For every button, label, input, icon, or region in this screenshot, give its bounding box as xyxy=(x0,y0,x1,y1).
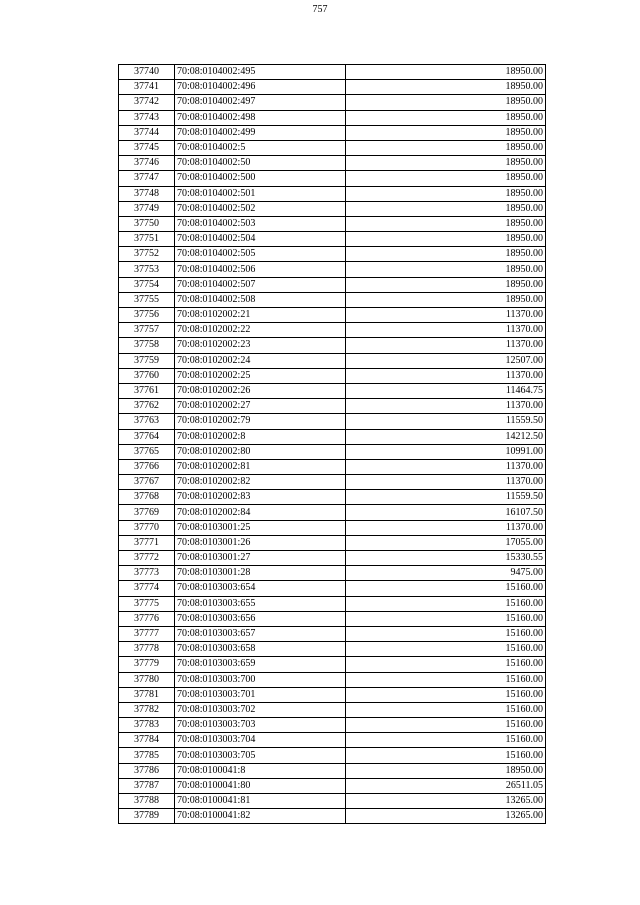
cadastral-number: 70:08:0103003:700 xyxy=(175,672,346,687)
cadastral-value: 11370.00 xyxy=(346,368,546,383)
cadastral-number: 70:08:0104002:504 xyxy=(175,232,346,247)
row-number: 37762 xyxy=(119,399,175,414)
row-number: 37765 xyxy=(119,444,175,459)
cadastral-value: 15160.00 xyxy=(346,687,546,702)
cadastral-value: 10991.00 xyxy=(346,444,546,459)
cadastral-value: 18950.00 xyxy=(346,247,546,262)
cadastral-value: 18950.00 xyxy=(346,186,546,201)
table-row xyxy=(119,778,546,793)
cadastral-value: 15160.00 xyxy=(346,718,546,733)
cadastral-value: 15160.00 xyxy=(346,626,546,641)
row-number: 37761 xyxy=(119,383,175,398)
cadastral-number: 70:08:0104002:496 xyxy=(175,80,346,95)
cadastral-value: 18950.00 xyxy=(346,216,546,231)
table-row xyxy=(119,323,546,338)
table-row xyxy=(119,216,546,231)
cadastral-value: 18950.00 xyxy=(346,171,546,186)
table-row xyxy=(119,201,546,216)
cadastral-value: 18950.00 xyxy=(346,95,546,110)
cadastral-number: 70:08:0102002:27 xyxy=(175,399,346,414)
page-number: 757 xyxy=(312,4,328,15)
table-row xyxy=(119,611,546,626)
cadastral-number: 70:08:0102002:8 xyxy=(175,429,346,444)
row-number: 37786 xyxy=(119,763,175,778)
cadastral-number: 70:08:0100041:81 xyxy=(175,794,346,809)
cadastral-value: 18950.00 xyxy=(346,80,546,95)
cadastral-value: 16107.50 xyxy=(346,505,546,520)
cadastral-value: 11370.00 xyxy=(346,323,546,338)
table-row xyxy=(119,414,546,429)
cadastral-number: 70:08:0104002:50 xyxy=(175,156,346,171)
table-row xyxy=(119,171,546,186)
cadastral-number: 70:08:0103001:27 xyxy=(175,551,346,566)
row-number: 37767 xyxy=(119,475,175,490)
table-row xyxy=(119,338,546,353)
table-row xyxy=(119,490,546,505)
row-number: 37758 xyxy=(119,338,175,353)
table-row xyxy=(119,110,546,125)
cadastral-value: 11370.00 xyxy=(346,308,546,323)
table-row xyxy=(119,475,546,490)
table-row xyxy=(119,95,546,110)
cadastral-value: 15160.00 xyxy=(346,702,546,717)
cadastral-value: 17055.00 xyxy=(346,535,546,550)
row-number: 37753 xyxy=(119,262,175,277)
cadastral-number: 70:08:0102002:80 xyxy=(175,444,346,459)
cadastral-number: 70:08:0104002:506 xyxy=(175,262,346,277)
cadastral-value: 18950.00 xyxy=(346,763,546,778)
cadastral-value: 15160.00 xyxy=(346,748,546,763)
row-number: 37750 xyxy=(119,216,175,231)
row-number: 37776 xyxy=(119,611,175,626)
cadastral-value: 15160.00 xyxy=(346,596,546,611)
table-row xyxy=(119,444,546,459)
table-body xyxy=(119,65,546,824)
cadastral-number: 70:08:0104002:502 xyxy=(175,201,346,216)
row-number: 37740 xyxy=(119,65,175,80)
row-number: 37777 xyxy=(119,626,175,641)
cadastral-number: 70:08:0103003:704 xyxy=(175,733,346,748)
row-number: 37788 xyxy=(119,794,175,809)
cadastral-number: 70:08:0100041:80 xyxy=(175,778,346,793)
table-row xyxy=(119,429,546,444)
table-row xyxy=(119,763,546,778)
table-row xyxy=(119,551,546,566)
table-row xyxy=(119,581,546,596)
row-number: 37743 xyxy=(119,110,175,125)
row-number: 37746 xyxy=(119,156,175,171)
cadastral-number: 70:08:0104002:499 xyxy=(175,125,346,140)
row-number: 37751 xyxy=(119,232,175,247)
table-row xyxy=(119,277,546,292)
cadastral-value: 15330.55 xyxy=(346,551,546,566)
table-row xyxy=(119,809,546,824)
row-number: 37775 xyxy=(119,596,175,611)
cadastral-number: 70:08:0103003:659 xyxy=(175,657,346,672)
cadastral-number: 70:08:0102002:84 xyxy=(175,505,346,520)
row-number: 37755 xyxy=(119,292,175,307)
table-row xyxy=(119,626,546,641)
cadastral-value: 11559.50 xyxy=(346,414,546,429)
row-number: 37784 xyxy=(119,733,175,748)
cadastral-number: 70:08:0104002:508 xyxy=(175,292,346,307)
row-number: 37785 xyxy=(119,748,175,763)
row-number: 37745 xyxy=(119,140,175,155)
table-row xyxy=(119,308,546,323)
cadastral-number: 70:08:0104002:5 xyxy=(175,140,346,155)
row-number: 37752 xyxy=(119,247,175,262)
cadastral-value: 26511.05 xyxy=(346,778,546,793)
row-number: 37780 xyxy=(119,672,175,687)
cadastral-number: 70:08:0104002:498 xyxy=(175,110,346,125)
table-row xyxy=(119,672,546,687)
cadastral-value: 18950.00 xyxy=(346,140,546,155)
table-row xyxy=(119,642,546,657)
table-row xyxy=(119,232,546,247)
cadastral-number: 70:08:0102002:25 xyxy=(175,368,346,383)
cadastral-value: 11370.00 xyxy=(346,338,546,353)
row-number: 37779 xyxy=(119,657,175,672)
cadastral-number: 70:08:0102002:26 xyxy=(175,383,346,398)
cadastral-value: 11370.00 xyxy=(346,399,546,414)
cadastral-value: 15160.00 xyxy=(346,581,546,596)
cadastral-value: 18950.00 xyxy=(346,201,546,216)
cadastral-number: 70:08:0104002:497 xyxy=(175,95,346,110)
cadastral-number: 70:08:0103003:655 xyxy=(175,596,346,611)
table-row xyxy=(119,535,546,550)
table-row xyxy=(119,186,546,201)
table-row xyxy=(119,718,546,733)
table-row xyxy=(119,353,546,368)
cadastral-value: 15160.00 xyxy=(346,611,546,626)
row-number: 37744 xyxy=(119,125,175,140)
table-row xyxy=(119,65,546,80)
cadastral-number: 70:08:0102002:24 xyxy=(175,353,346,368)
cadastral-number: 70:08:0104002:507 xyxy=(175,277,346,292)
cadastral-number: 70:08:0104002:501 xyxy=(175,186,346,201)
cadastral-value-table xyxy=(118,64,546,824)
row-number: 37771 xyxy=(119,535,175,550)
cadastral-value: 11370.00 xyxy=(346,459,546,474)
cadastral-number: 70:08:0103003:701 xyxy=(175,687,346,702)
table-row xyxy=(119,368,546,383)
row-number: 37760 xyxy=(119,368,175,383)
row-number: 37789 xyxy=(119,809,175,824)
row-number: 37763 xyxy=(119,414,175,429)
cadastral-value: 13265.00 xyxy=(346,809,546,824)
cadastral-number: 70:08:0103003:703 xyxy=(175,718,346,733)
cadastral-number: 70:08:0103001:25 xyxy=(175,520,346,535)
cadastral-number: 70:08:0102002:81 xyxy=(175,459,346,474)
cadastral-number: 70:08:0103003:656 xyxy=(175,611,346,626)
table-row xyxy=(119,702,546,717)
cadastral-number: 70:08:0103001:26 xyxy=(175,535,346,550)
table-row xyxy=(119,687,546,702)
row-number: 37769 xyxy=(119,505,175,520)
cadastral-number: 70:08:0104002:503 xyxy=(175,216,346,231)
cadastral-number: 70:08:0103003:657 xyxy=(175,626,346,641)
cadastral-value: 13265.00 xyxy=(346,794,546,809)
row-number: 37768 xyxy=(119,490,175,505)
cadastral-value: 18950.00 xyxy=(346,262,546,277)
row-number: 37756 xyxy=(119,308,175,323)
cadastral-value: 18950.00 xyxy=(346,156,546,171)
cadastral-number: 70:08:0102002:82 xyxy=(175,475,346,490)
cadastral-value: 9475.00 xyxy=(346,566,546,581)
table-row xyxy=(119,520,546,535)
cadastral-number: 70:08:0100041:8 xyxy=(175,763,346,778)
row-number: 37754 xyxy=(119,277,175,292)
cadastral-value: 18950.00 xyxy=(346,65,546,80)
table-row xyxy=(119,459,546,474)
cadastral-number: 70:08:0102002:79 xyxy=(175,414,346,429)
table-row xyxy=(119,383,546,398)
cadastral-value: 11370.00 xyxy=(346,520,546,535)
table-row xyxy=(119,399,546,414)
cadastral-value: 11464.75 xyxy=(346,383,546,398)
table-row xyxy=(119,125,546,140)
table-row xyxy=(119,505,546,520)
cadastral-value: 18950.00 xyxy=(346,292,546,307)
row-number: 37766 xyxy=(119,459,175,474)
cadastral-number: 70:08:0104002:505 xyxy=(175,247,346,262)
cadastral-value: 18950.00 xyxy=(346,125,546,140)
cadastral-number: 70:08:0100041:82 xyxy=(175,809,346,824)
cadastral-value: 18950.00 xyxy=(346,232,546,247)
cadastral-number: 70:08:0104002:500 xyxy=(175,171,346,186)
cadastral-value: 15160.00 xyxy=(346,657,546,672)
row-number: 37774 xyxy=(119,581,175,596)
cadastral-number: 70:08:0102002:21 xyxy=(175,308,346,323)
cadastral-value: 11370.00 xyxy=(346,475,546,490)
row-number: 37782 xyxy=(119,702,175,717)
cadastral-value: 15160.00 xyxy=(346,733,546,748)
cadastral-value: 11559.50 xyxy=(346,490,546,505)
table-row xyxy=(119,156,546,171)
cadastral-number: 70:08:0103001:28 xyxy=(175,566,346,581)
row-number: 37747 xyxy=(119,171,175,186)
table-row xyxy=(119,80,546,95)
table-row xyxy=(119,247,546,262)
cadastral-number: 70:08:0103003:654 xyxy=(175,581,346,596)
cadastral-number: 70:08:0104002:495 xyxy=(175,65,346,80)
row-number: 37781 xyxy=(119,687,175,702)
table-row xyxy=(119,748,546,763)
cadastral-number: 70:08:0102002:23 xyxy=(175,338,346,353)
table-row xyxy=(119,596,546,611)
table-row xyxy=(119,733,546,748)
table-row xyxy=(119,262,546,277)
row-number: 37741 xyxy=(119,80,175,95)
row-number: 37759 xyxy=(119,353,175,368)
cadastral-value: 14212.50 xyxy=(346,429,546,444)
cadastral-number: 70:08:0102002:22 xyxy=(175,323,346,338)
table-row xyxy=(119,794,546,809)
table-row xyxy=(119,140,546,155)
cadastral-number: 70:08:0103003:702 xyxy=(175,702,346,717)
cadastral-value: 18950.00 xyxy=(346,277,546,292)
cadastral-value: 12507.00 xyxy=(346,353,546,368)
row-number: 37764 xyxy=(119,429,175,444)
row-number: 37749 xyxy=(119,201,175,216)
cadastral-number: 70:08:0102002:83 xyxy=(175,490,346,505)
cadastral-value: 15160.00 xyxy=(346,672,546,687)
row-number: 37773 xyxy=(119,566,175,581)
row-number: 37772 xyxy=(119,551,175,566)
row-number: 37770 xyxy=(119,520,175,535)
cadastral-value: 15160.00 xyxy=(346,642,546,657)
row-number: 37757 xyxy=(119,323,175,338)
table-row xyxy=(119,657,546,672)
row-number: 37742 xyxy=(119,95,175,110)
row-number: 37748 xyxy=(119,186,175,201)
row-number: 37783 xyxy=(119,718,175,733)
cadastral-number: 70:08:0103003:705 xyxy=(175,748,346,763)
cadastral-number: 70:08:0103003:658 xyxy=(175,642,346,657)
table-row xyxy=(119,566,546,581)
table-row xyxy=(119,292,546,307)
cadastral-value: 18950.00 xyxy=(346,110,546,125)
row-number: 37787 xyxy=(119,778,175,793)
row-number: 37778 xyxy=(119,642,175,657)
